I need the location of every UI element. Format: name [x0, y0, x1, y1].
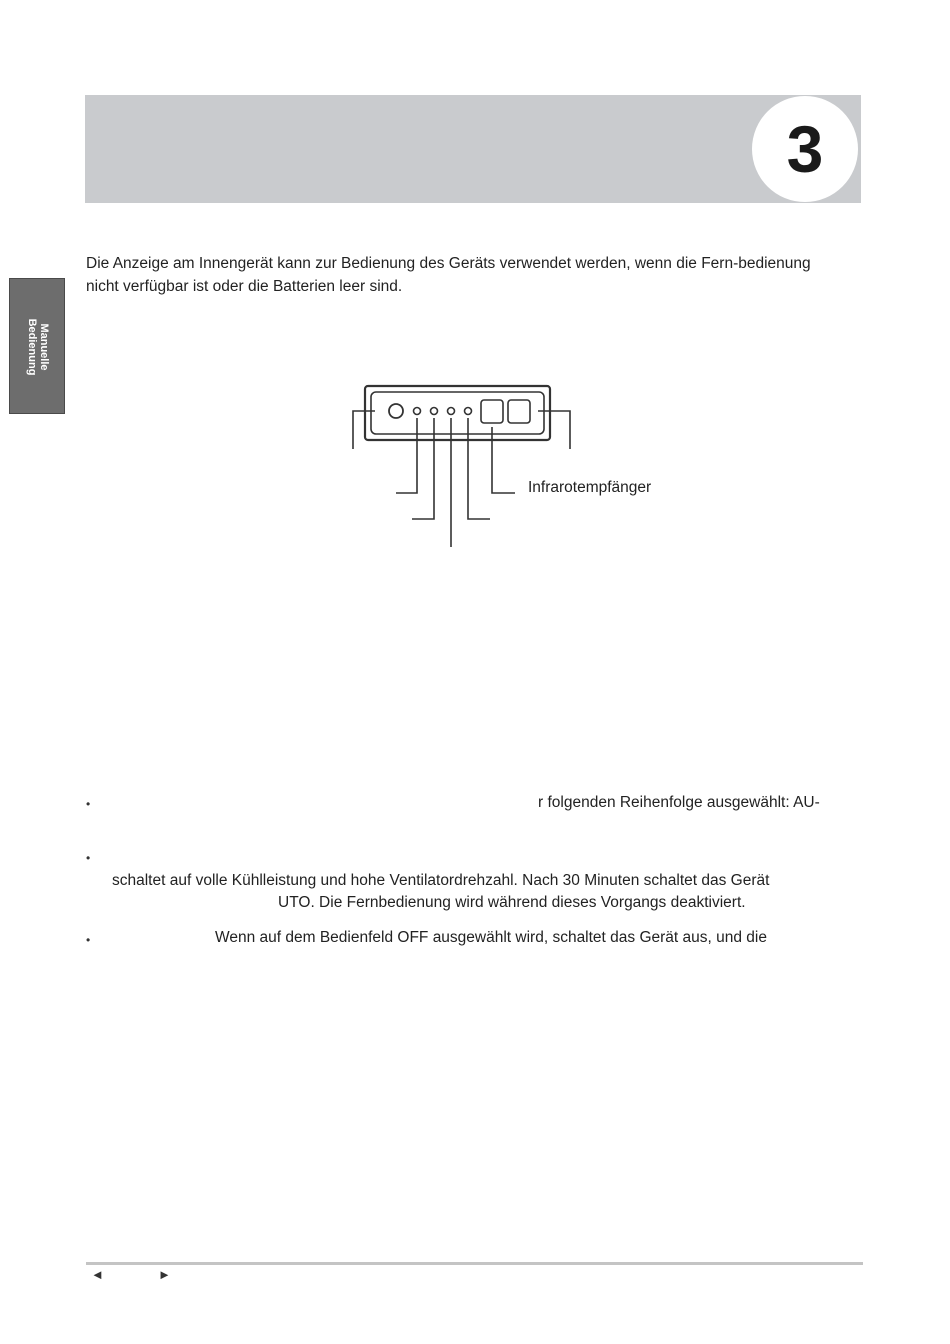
- side-tab-manual-operation: [9, 278, 65, 414]
- side-tab-label: [26, 319, 50, 376]
- bullet-2-text-line2: UTO. Die Fernbedienung wird während dieses Vorgangs deaktiviert.: [278, 894, 746, 911]
- display-panel-diagram: [340, 380, 580, 550]
- footer-divider: [86, 1262, 863, 1265]
- next-page-arrow-icon[interactable]: ►: [158, 1267, 171, 1282]
- indicator-led-1: [414, 408, 421, 415]
- bullet-1-symbol: •: [86, 797, 91, 811]
- chapter-number: 3: [752, 96, 858, 202]
- panel-inner-frame: [371, 392, 544, 434]
- intro-paragraph: Die Anzeige am Innengerät kann zur Bedienung des Geräts verwendet werden, wenn die Fern-bedienung nicht verfügbar ist oder die Batterien leer sind.: [86, 255, 811, 295]
- display-window-left: [481, 400, 503, 423]
- infrared-receiver-label: Infrarotempfänger: [528, 479, 652, 496]
- side-tab-label-line2: Bedienung: [26, 318, 38, 376]
- bullet-3-symbol: •: [86, 933, 91, 947]
- panel-outer-frame: [365, 386, 550, 440]
- indicator-led-3: [448, 408, 455, 415]
- chapter-header-band: [85, 95, 861, 203]
- bullet-2-symbol: •: [86, 851, 91, 865]
- display-window-right: [508, 400, 530, 423]
- previous-page-arrow-icon[interactable]: ◄: [91, 1267, 104, 1282]
- side-tab-label-line1: Manuelle: [38, 323, 50, 371]
- indicator-led-2: [431, 408, 438, 415]
- leader-line-led1: [396, 418, 417, 493]
- leader-line-right: [538, 411, 570, 449]
- bullet-1-text: r folgenden Reihenfolge ausgewählt: AU-: [538, 794, 820, 811]
- bullet-2-text-line1: schaltet auf volle Kühlleistung und hohe Ventilatordrehzahl. Nach 30 Minuten schaltet das Gerät: [112, 872, 770, 889]
- leader-line-infrared: [492, 427, 515, 493]
- bullet-3-text: Wenn auf dem Bedienfeld OFF ausgewählt wird, schaltet das Gerät aus, und die: [215, 929, 767, 946]
- manual-button-icon: [389, 404, 403, 418]
- indicator-led-4: [465, 408, 472, 415]
- leader-line-led2: [412, 418, 434, 519]
- leader-line-led4: [468, 418, 490, 519]
